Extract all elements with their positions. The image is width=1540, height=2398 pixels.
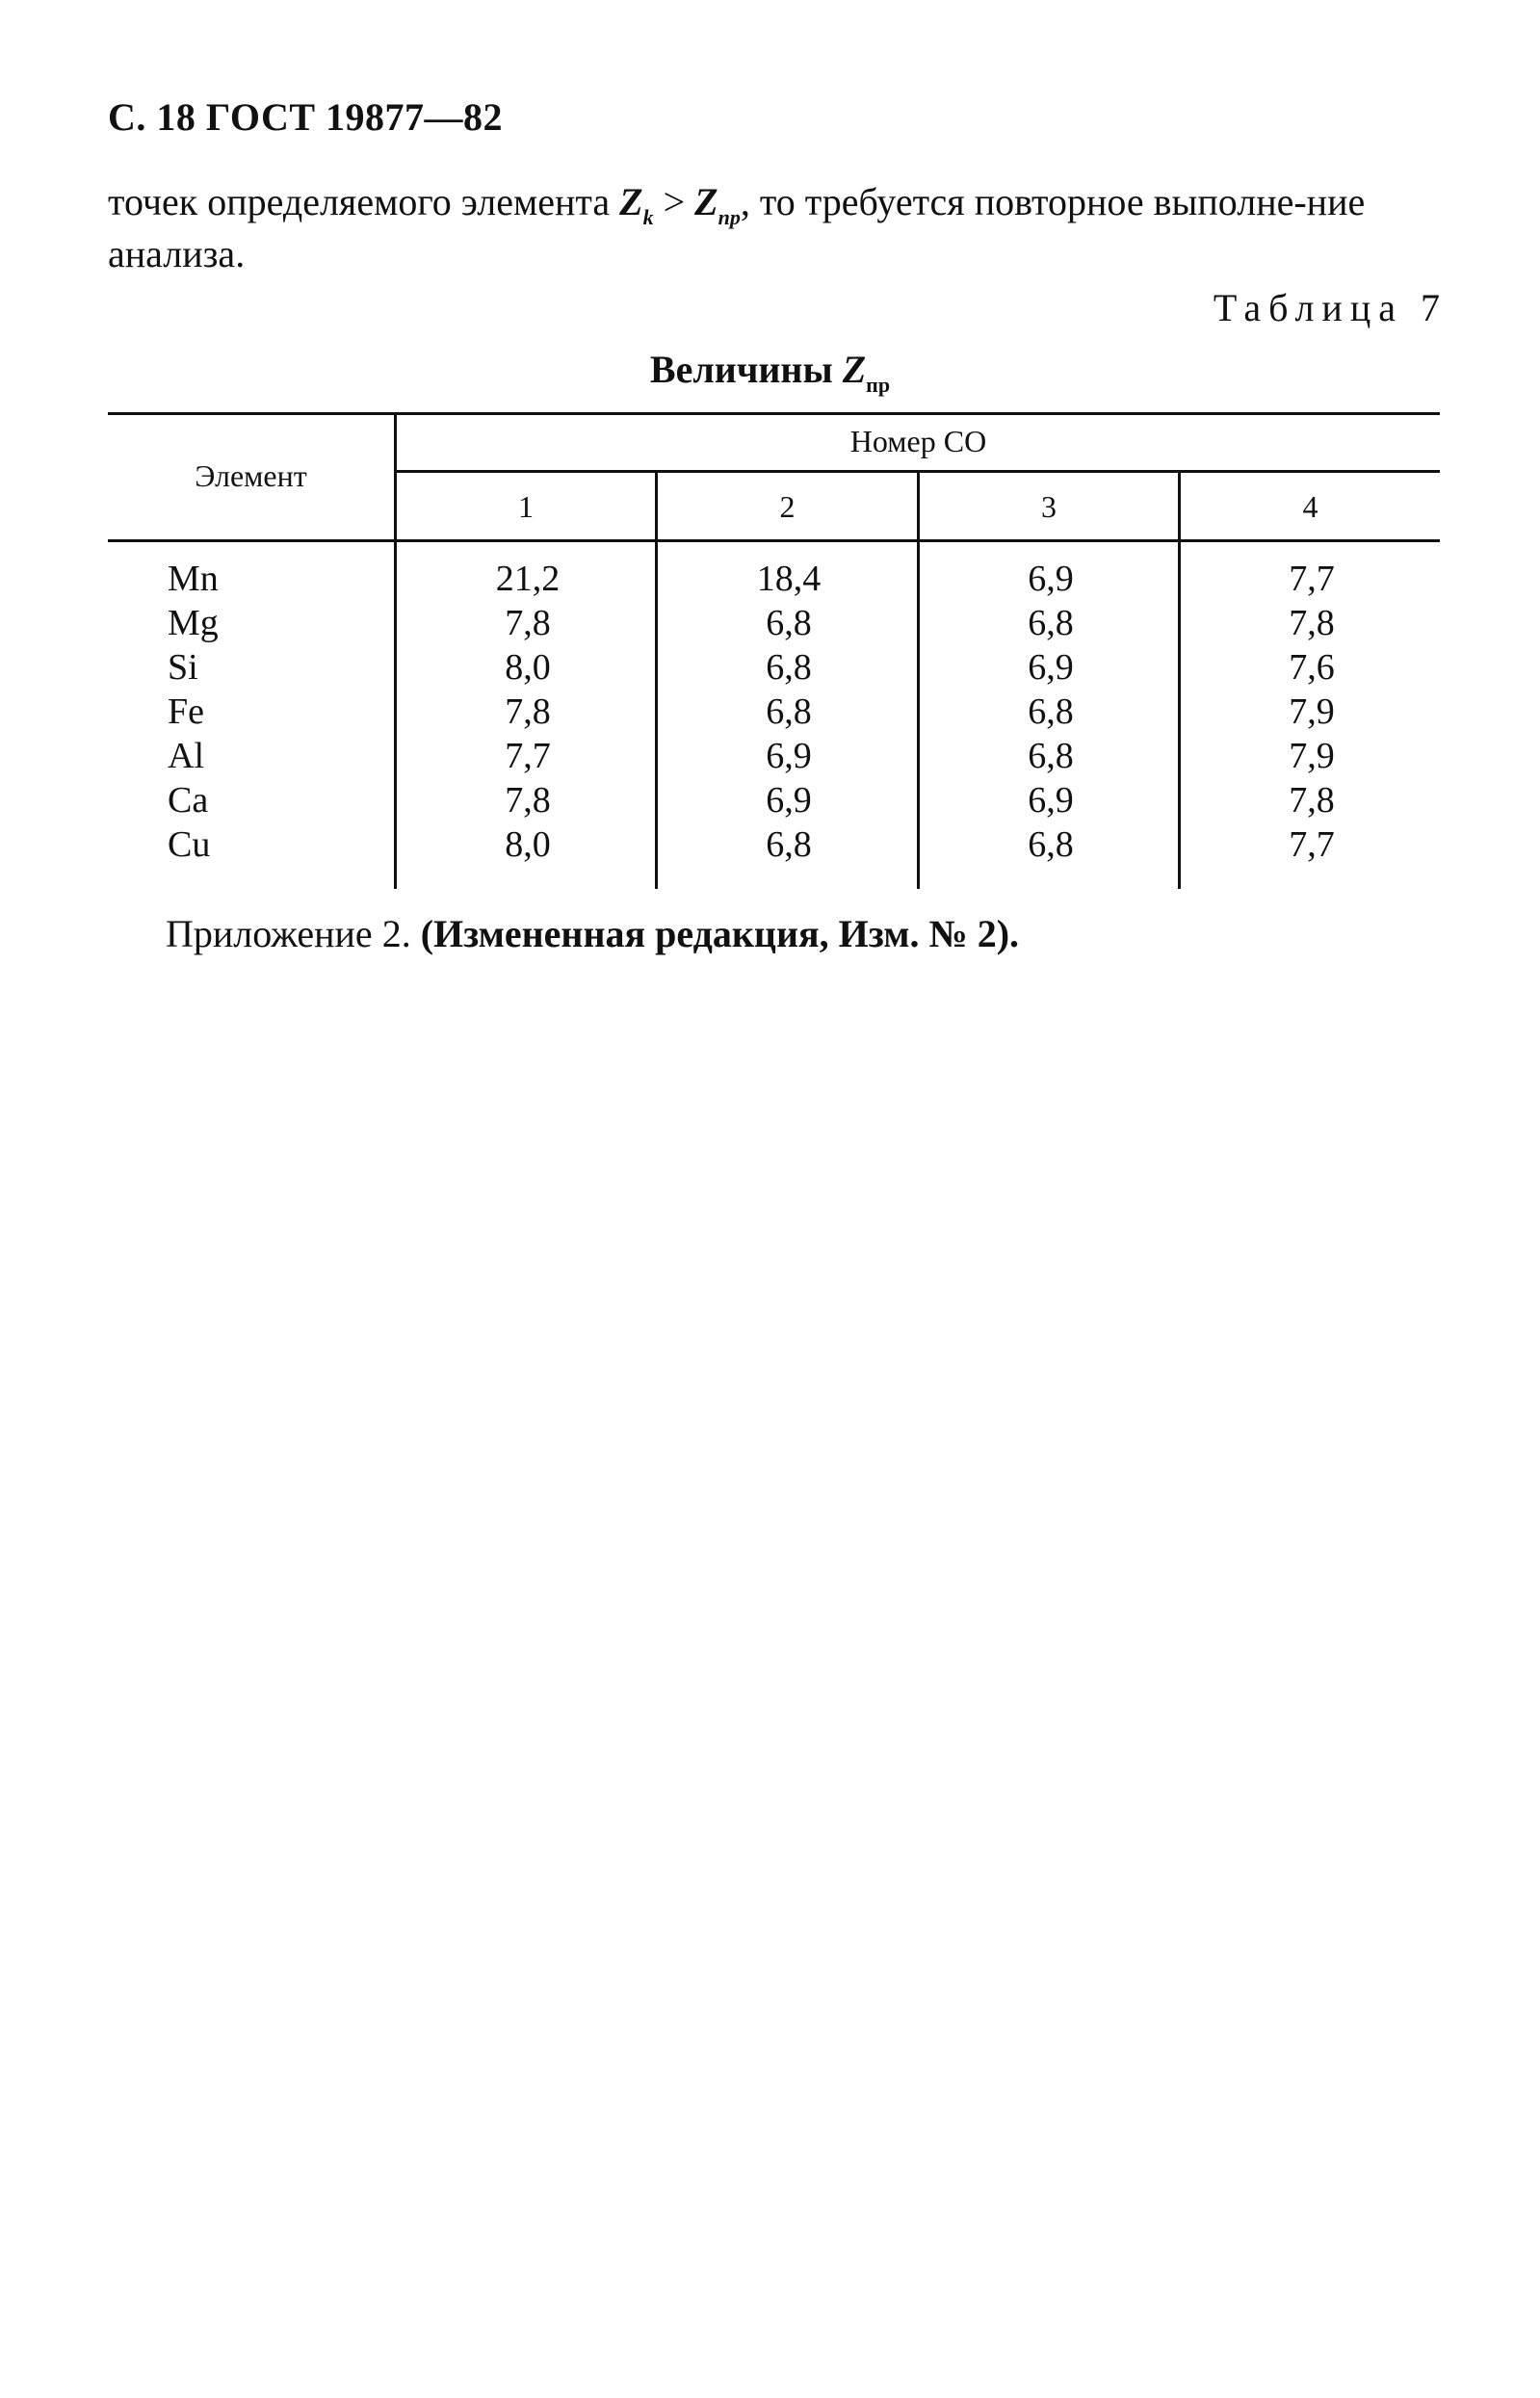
paragraph-text-2: , то требуется повторное выполне-ние анализа.: [108, 180, 1366, 275]
table-cell: 18,4: [756, 559, 822, 599]
table-cell: 21,2: [495, 559, 561, 599]
table-cell: 6,9: [1028, 780, 1074, 821]
table-cell: 7,8: [1289, 780, 1335, 821]
table-cell: 6,8: [1028, 736, 1074, 776]
element-column: [168, 557, 219, 867]
table-row-element: Mg: [168, 603, 219, 643]
table-cell: 7,7: [505, 736, 551, 776]
values-table: [108, 412, 1440, 894]
table-cell: 6,8: [766, 647, 812, 688]
table-row-element: Fe: [168, 691, 204, 732]
table-row-element: Mn: [168, 559, 219, 599]
subheader-3: 3: [1041, 489, 1057, 524]
table-cell: 7,8: [505, 691, 551, 732]
table-row-element: Ca: [168, 780, 209, 821]
values-column-4: [1181, 557, 1443, 867]
table-cell: 6,9: [1028, 647, 1074, 688]
table-cell: 7,9: [1289, 736, 1335, 776]
z-pr-symbol: $Z_{пр}$: [694, 180, 741, 229]
table-cell: 6,8: [766, 691, 812, 732]
table-cell: 8,0: [505, 824, 551, 865]
table-cell: 6,9: [1028, 559, 1074, 599]
table-cell: 7,8: [505, 780, 551, 821]
table-row-element: Si: [168, 647, 198, 688]
table-cell: 7,9: [1289, 691, 1335, 732]
table-number-label: Таблица 7: [1213, 286, 1448, 329]
table-cell: 7,7: [1289, 559, 1335, 599]
appendix-note: [166, 911, 1019, 956]
table-row-element: Cu: [168, 824, 211, 865]
table-cell: 6,8: [1028, 824, 1074, 865]
subheader-2: 2: [779, 489, 796, 524]
table-cell: 6,8: [766, 603, 812, 643]
table-cell: 6,8: [1028, 603, 1074, 643]
header-group: Номер СО: [849, 424, 987, 458]
table-title: Величины $Z_{пр}$: [649, 348, 891, 397]
table-cell: 7,8: [505, 603, 551, 643]
z-k-symbol: $Z_k$: [619, 180, 654, 229]
appendix-note-text: Приложение 2.: [166, 912, 421, 955]
values-column-1: [397, 557, 659, 867]
table-cell: 6,9: [766, 736, 812, 776]
values-column-3: [920, 557, 1182, 867]
paragraph-text-1: точек определяемого элемента: [108, 180, 620, 223]
table-cell: 7,6: [1289, 647, 1335, 688]
revision-note: (Измененная редакция, Изм. № 2).: [420, 912, 1020, 955]
body-paragraph: [108, 179, 1447, 277]
table-cell: 8,0: [505, 647, 551, 688]
values-column-2: [658, 557, 920, 867]
header-element: Элемент: [195, 458, 307, 493]
subheader-4: 4: [1302, 489, 1318, 524]
table-cell: 6,9: [766, 780, 812, 821]
page-header: С. 18 ГОСТ 19877—82: [108, 95, 504, 139]
table-cell: 6,8: [1028, 691, 1074, 732]
header-bottom-rule: [108, 539, 1440, 542]
table-top-rule: [108, 412, 1440, 415]
table-cell: 6,8: [766, 824, 812, 865]
greater-than-sign: >: [653, 180, 695, 223]
table-cell: 7,8: [1289, 603, 1335, 643]
subheader-1: 1: [518, 489, 534, 524]
table-row-element: Al: [168, 736, 204, 776]
table-cell: 7,7: [1289, 824, 1335, 865]
